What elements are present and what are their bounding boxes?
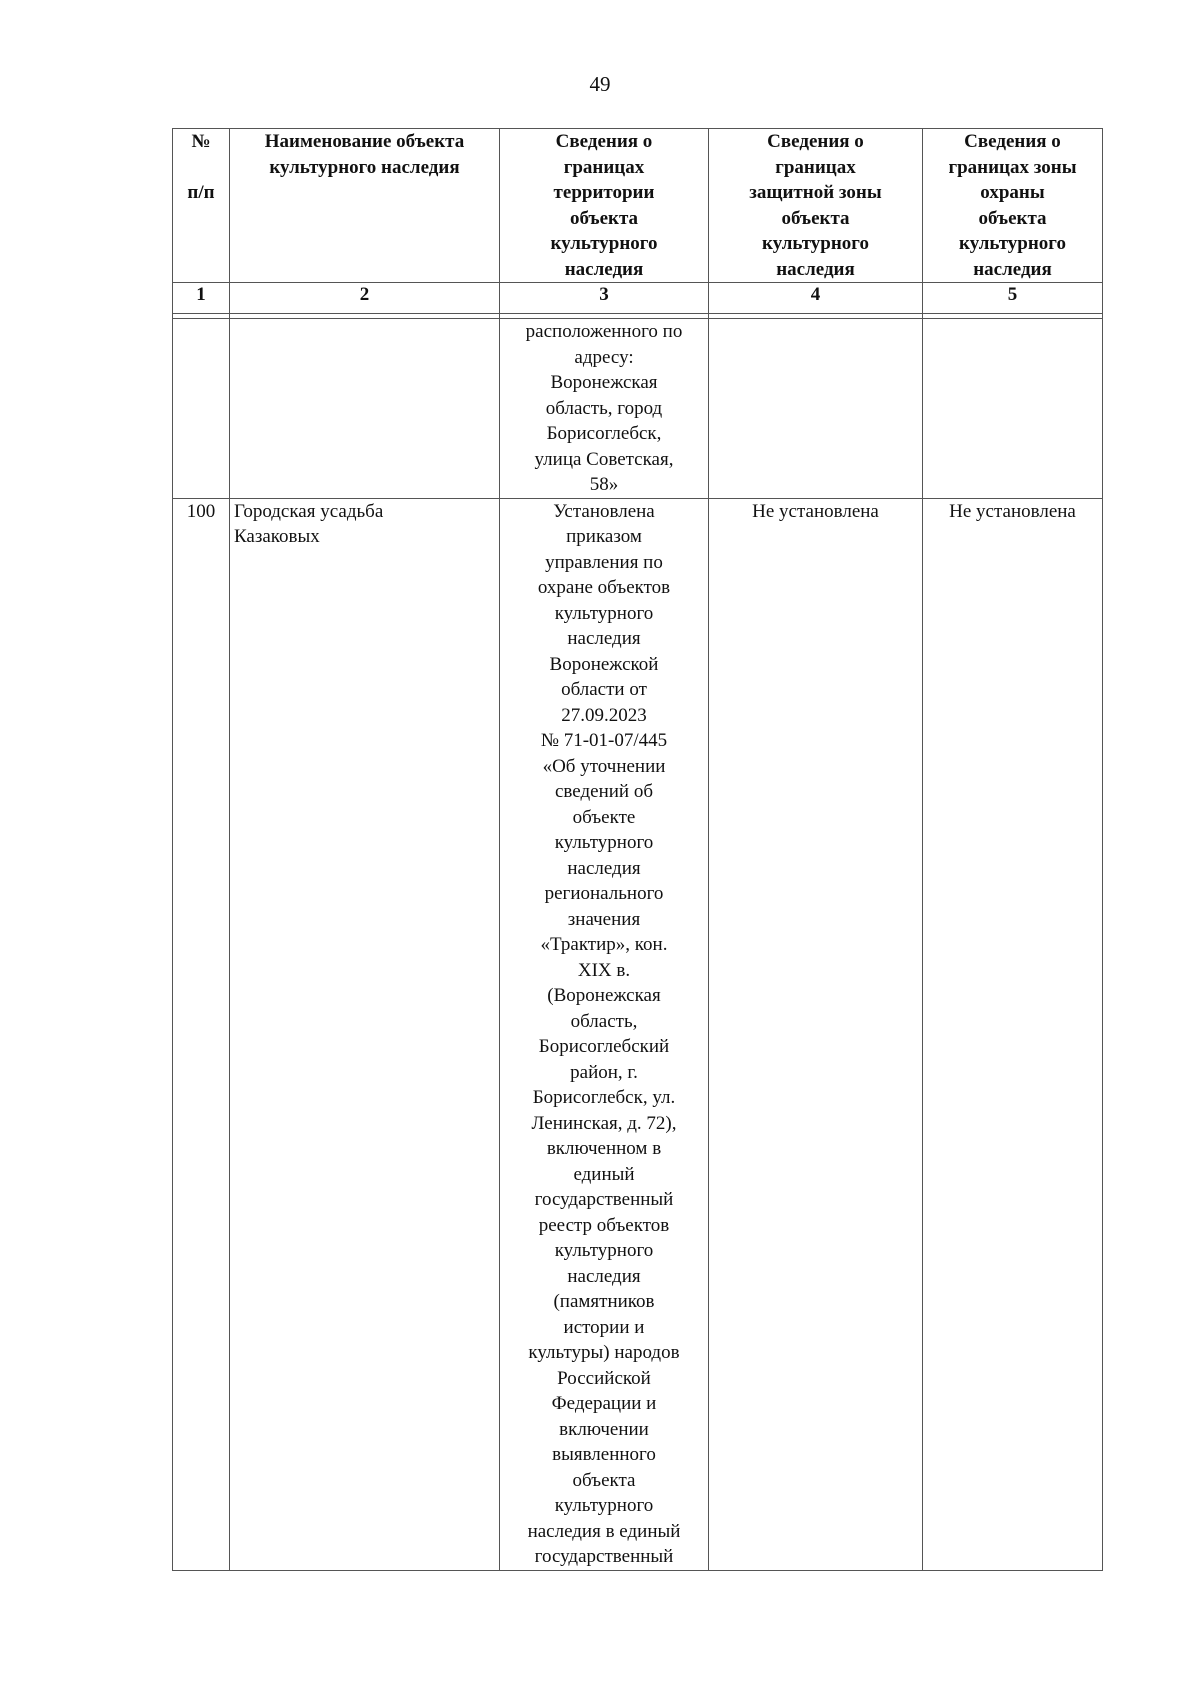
table-row [173, 498, 1103, 1570]
security-zone-boundaries: Не установлена [923, 498, 1103, 1570]
territory-boundaries: расположенного по адресу: Воронежская область, город Борисоглебск, улица Советская, 58» [500, 319, 709, 499]
column-number: 3 [500, 283, 709, 314]
protective-zone-boundaries: Не установлена [709, 498, 923, 1570]
heritage-objects-table [172, 128, 1103, 1571]
header-security-zone-boundaries: Сведения о границах зоны охраны объекта культурного наследия [923, 129, 1103, 283]
table-row [173, 319, 1103, 499]
column-number: 2 [230, 283, 500, 314]
header-number: № п/п [173, 129, 230, 283]
protective-zone-boundaries [709, 319, 923, 499]
security-zone-boundaries [923, 319, 1103, 499]
header-protective-zone-boundaries: Сведения о границах защитной зоны объекта культурного наследия [709, 129, 923, 283]
header-object-name: Наименование объекта культурного наследия [230, 129, 500, 283]
territory-boundaries: Установлена приказом управления по охране объектов культурного наследия Воронежской области от 27.09.2023 № 71-01-07/445 «Об уточнении сведений об объекте культурного наследия регионального значения «Трактир», кон. XIX в. (Воронежская область, Борисоглебский район, г. Борисоглебск, ул. Ленинская, д. 72), включенном в единый государственный реестр объектов культурного наследия (памятников истории и культуры) народов Российской Федерации и включении выявленного объекта культурного наследия в единый государственный [500, 498, 709, 1570]
page-number: 49 [589, 72, 611, 96]
table-header-row [173, 129, 1103, 283]
header-territory-boundaries: Сведения о границах территории объекта культурного наследия [500, 129, 709, 283]
row-number [173, 319, 230, 499]
column-numbers-row [173, 283, 1103, 314]
column-number: 4 [709, 283, 923, 314]
object-name: Городская усадьба Казаковых [230, 498, 500, 1570]
object-name [230, 319, 500, 499]
column-number: 1 [173, 283, 230, 314]
row-number: 100 [173, 498, 230, 1570]
column-number: 5 [923, 283, 1103, 314]
